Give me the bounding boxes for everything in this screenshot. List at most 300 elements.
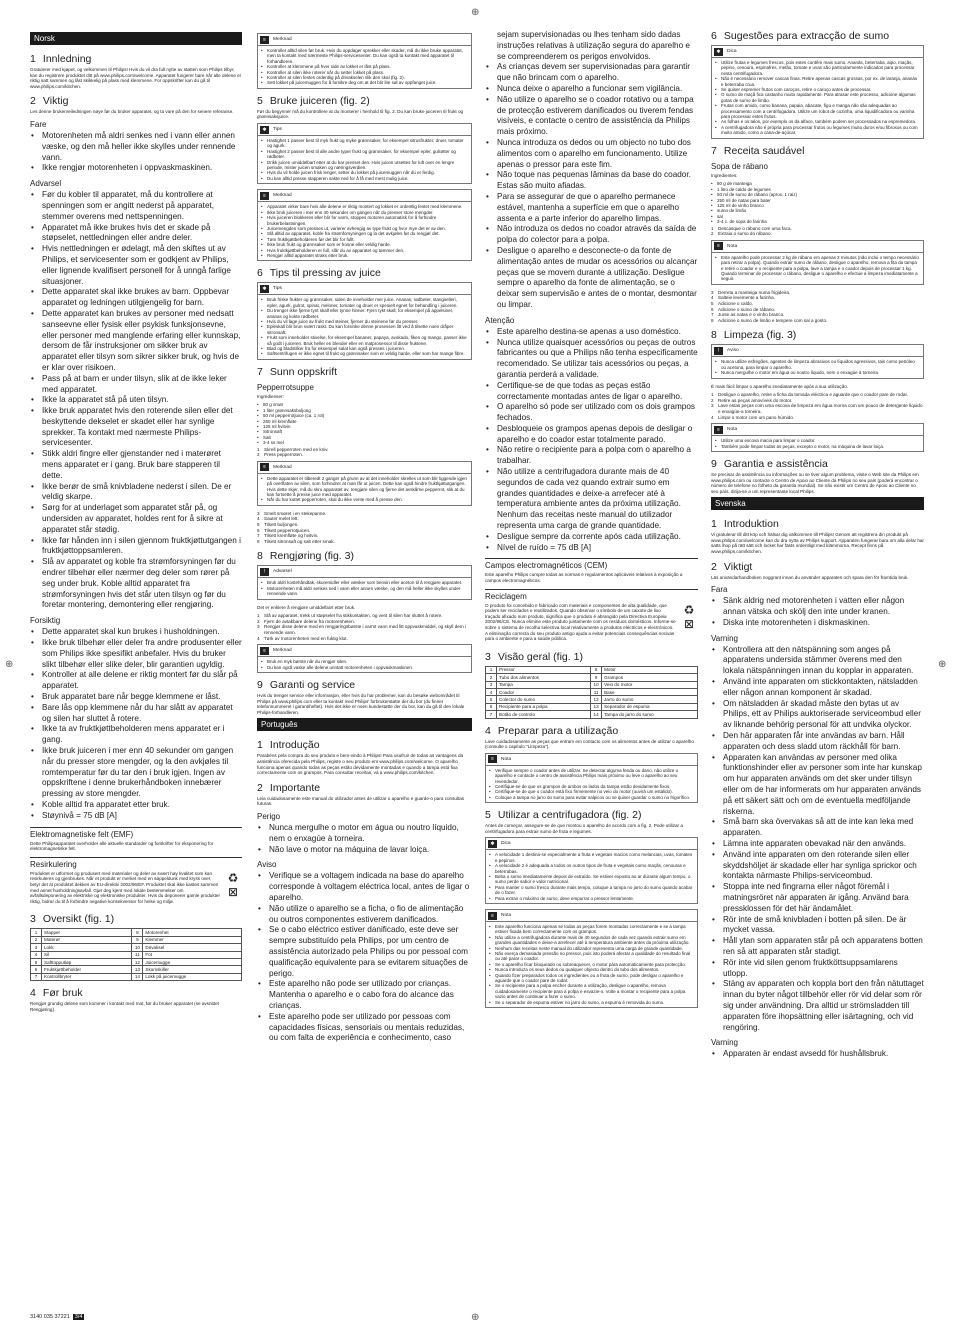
list-item: • Ikke rengjør motorenheten i oppvaskmaskinen. — [30, 163, 242, 174]
step-text: Retire as peças amovíveis do motor. — [718, 397, 793, 403]
list-item: • Nunca utilize quaisquer acessórios ou peças de outros fabricantes ou que a Philips não tenha especificamente recomendado. Se utilizar tais acessórios ou peças, a garantia perderá a validade. — [485, 338, 698, 381]
note-title: Nota — [727, 243, 738, 249]
part-number: 6 — [31, 966, 42, 973]
step-text: Slå av apparatet, trekk ut støpselet fra stikkontakten, og vent til silen har sluttet å rotere. — [264, 613, 443, 619]
note-icon: ≡ — [260, 647, 269, 655]
step-text: Rengjør disse delene med en rengjøringsbørste i varmt vann med litt oppvaskmiddel, og skyll dem i rennende vann. — [264, 624, 466, 636]
list-item: • 250 ml kremfløte — [257, 419, 472, 424]
section-heading: 4 Før bruk — [30, 987, 83, 1000]
list-item: • 125 ml de vinho branco — [711, 203, 924, 208]
part-number: 8 — [132, 929, 143, 936]
note-header — [258, 645, 471, 657]
language-bar-svenska: Svenska — [711, 497, 924, 510]
note-item: • Dette apparatet er tilberedt 2 ganger på grunn av at det inneholder skrelles ut som blir liggende igjen på overflaten av silen, som forhindrer at man får ut juicen. Dette kan også hindre fruktkjøttutgangen. Hvis dette skjer, må du skru apparatet av, rengjøre silen og fjerne det avskårne pepperrot, slik at du kan fortsette å presse juice med apparatet. — [261, 476, 468, 498]
table-row — [31, 936, 242, 943]
list-item: • sumo de limão — [711, 208, 924, 213]
part-number: 3 — [486, 681, 497, 688]
note-icon: ≡ — [714, 426, 723, 434]
section-body: Läs användarhandboken noggrant innan du använder apparaten och spara den för framtida bruk. — [711, 574, 909, 580]
list-item: • Stäng av apparaten och koppla bort den från nätuttaget innan du byter något tillbehör eller rör vid delar som rör sig under användning. Dra alltid ur strömsladden till apparaten före ihopsättning eller isärtagning, och vid rengöring. — [711, 979, 924, 1033]
subheading: Advarsel — [30, 179, 62, 189]
list-item: • Bruk apparatet bare når begge klemmene er låst. — [30, 692, 242, 703]
note-title: Nota — [727, 427, 738, 433]
part-name: Colector do sumo — [497, 696, 591, 703]
list-item: • O aparelho só pode ser utilizado com os dois grampos fechados. — [485, 402, 698, 424]
section-body: Antes de começar, assegure-se de que montou o aparelho de acordo com a fig. 2. Pode utilizar a centrifugadora para extrair sumo de fruta e legumes. — [485, 823, 683, 834]
note-title: Merknad — [273, 193, 292, 199]
step-number: 4 — [257, 516, 260, 522]
note-item: • Motorenheten må aldri senkes ned i vann eller annen væske, og den må heller ikke skylles under rennende vann. — [261, 586, 468, 597]
column-norsk — [30, 30, 242, 1015]
part-name: Safttopputløp — [42, 958, 132, 965]
table-row — [486, 666, 698, 673]
step-text: Tørk av motorenheten med en fuktig klut. — [264, 635, 348, 641]
section-heading: 2 Importante — [257, 781, 321, 794]
part-number: 6 — [486, 703, 497, 710]
step-text: Tilsett sitronsaft og salt etter smak. — [264, 538, 335, 544]
tips-box — [711, 45, 924, 139]
part-number: 7 — [31, 973, 42, 980]
registration-mark-right: ⊕ — [938, 659, 947, 670]
section-body: Det er enklere å rengjøre umiddelbart etter bruk. — [257, 604, 356, 610]
table-row — [486, 711, 698, 718]
part-number: 11 — [591, 688, 602, 695]
section-body: Parabéns pela compra do seu produto e bem-vindo à Philips! Para usufruir de todas as vantagens da assistência oferecida pela Philips, registe o seu produto em www.philips.com/welcome. O aparelho funciona apenas quando todas as peças estão devidamente montadas e quando a tampa está fixa correctamente com os grampos. Para consultar receitas, vá a www.philips.com/kitchen. — [257, 753, 464, 776]
note-item: • Não utilize a centrifugadora durante mais de 40 segundos de cada vez quando extrair sumo em grandes quantidades e deixe-a arrefecer até à temperatura ambiente antes da próxima utilização. — [489, 935, 694, 946]
part-number: 4 — [486, 688, 497, 695]
warning-icon: ! — [260, 568, 269, 576]
note-item: • A velocidade 1 destina-se especialmente a fruta e vegetais macios como melancias, uvas, tomates e pepinos. — [489, 852, 694, 863]
note-item: • Saftsentrifugen er ikke egnet til frukt og grønnsaker som er veldig harde, eller som har mange fibre. — [261, 351, 468, 356]
list-item: • Nunca mergulhe o motor em água ou noutro líquido, nem o enxagúe à torneira. — [257, 823, 472, 845]
step-item — [711, 231, 924, 237]
step-number: 4 — [257, 635, 260, 641]
table-row — [486, 696, 698, 703]
list-item: • Støynivå = 75 dB [A] — [30, 811, 242, 822]
note-item: • Hvis du vil holde juicen frisk lenger, setter du lokket på juicemuggen når du er ferdig. — [261, 170, 468, 175]
note-item: • Hvis du vil lage juice av frukt med steiner, fjerner du steinene før du presser. — [261, 319, 468, 324]
note-item: • Verifique sempre o coador antes de utilizar. Se detectar alguma fenda ou dano, não utilize o aparelho e contacte o centro de assistência Philips mais próximo ou leve o aparelho ao seu revendedor. — [489, 768, 694, 784]
step-number: 6 — [711, 306, 714, 312]
note-box — [485, 753, 698, 803]
list-item: • Hvis nettledningen er ødelagt, må den skiftes ut av Philips, et servicesenter som er godkjent av Philips, eller lignende kvalifisert personell for å unngå farlige situasjoner. — [30, 244, 242, 287]
list-item: • As crianças devem ser supervisionadas para garantir que não brincam com o aparelho. — [485, 62, 698, 84]
section-heading: 5 Bruke juiceren (fig. 2) — [257, 94, 370, 107]
section-heading: 7 Receita saudável — [711, 144, 805, 157]
part-name: Skumskiller — [143, 966, 242, 973]
note-item: • Hvis fruktkjøttbeholderen er full, slår du av apparatet og tømmer den. — [261, 248, 468, 253]
list-item: • Diska inte motorenheten i diskmaskinen. — [711, 618, 924, 629]
list-item: • Dette apparatet skal ikke brukes av barn. Oppbevar apparatet og ledningen utilgjengelig for barn. — [30, 287, 242, 309]
step-number: 7 — [257, 533, 260, 539]
note-box — [257, 33, 472, 89]
part-number: 14 — [132, 973, 143, 980]
section-body: É mais fácil limpar o aparelho imediatamente após a sua utilização. — [711, 383, 849, 389]
step-number: 1 — [257, 446, 260, 452]
part-number: 13 — [132, 966, 143, 973]
note-list — [489, 924, 694, 1005]
footer — [30, 1314, 84, 1320]
document-code: 3140 035 37221 — [30, 1314, 70, 1320]
list-item: • Pass på at barn er under tilsyn, slik at de ikke leker med apparatet. — [30, 374, 242, 396]
recycle-icon: ♻ ⊠ — [227, 870, 239, 899]
ingredients-label: Ingredientes: — [711, 172, 738, 178]
note-item: • Kontroller at silen ikke roterer når du setter lokket på plass. — [261, 70, 468, 75]
note-item: • Nunca introduza os seus dedos ou qualquer objecto dentro do tubo dos alimentos. — [489, 967, 694, 972]
list-item: • Slå av apparatet og koble fra strømforsyningen før du endrer tilbehør eller nærmer deg deler som rører på seg under bruk. Koble alltid apparatet fra strømforsyningen hvis det står uten tilsyn og før du foretar montering, demontering eller rengjøring. — [30, 557, 242, 611]
note-header — [258, 462, 471, 474]
list-item: • 3-4 c. de sopa de farinha — [711, 219, 924, 224]
part-name: Botão de controlo — [497, 711, 591, 718]
registration-mark-left: ⊕ — [5, 659, 14, 670]
note-item: • Du kan alltid presse stapperen sakte ned for å få med mest mulig juice. — [261, 176, 468, 181]
list-item: • Não lave o motor na máquina de lavar loiça. — [257, 845, 472, 856]
column-norsk-portugues — [257, 30, 472, 1044]
section-heading: 2 Viktig — [30, 95, 69, 108]
part-name: Juicemugge — [143, 958, 242, 965]
section-heading: 1 Introduktion — [711, 518, 779, 531]
page-number: 3/4 — [74, 1314, 83, 1320]
part-name: Lokk — [42, 944, 132, 951]
step-item — [711, 415, 924, 421]
subheading: Varning — [711, 1038, 738, 1048]
tip-icon: ✱ — [714, 48, 723, 56]
list-item: • Não introduza os dedos no coador através da saída de polpa do colector para a polpa. — [485, 224, 698, 246]
subheading: Perigo — [257, 811, 281, 821]
note-item: • Bruk friske frukter og grønnsaker, siden de inneholder mer juice. Ananas, rødbeter, stangselleri, epler, agurk, gulrot, spinat, meloner, tomater og druer er spesielt egnet for behandling i juiceren. — [261, 297, 468, 308]
table-row — [31, 944, 242, 951]
bullet-list — [30, 131, 242, 174]
list-item: • Este aparelho não pode ser utilizado por crianças. Mantenha o aparelho e o cabo fora do alcance das crianças. — [257, 979, 472, 1011]
step-text: Derreta a manteiga numa frigideira. — [718, 289, 791, 295]
note-list — [261, 659, 468, 670]
section-body: O produto foi concebido e fabricado com materiais e componentes de alta qualidade, que podem ser reciclados e reutilizados. Quando observar o símbolo de um caixote de lixo traçado afixado num produto, significa que o produto é abrangido pela Directiva Europeia 2002/96/CE. Nunca elimine este produto juntamente com os resíduos domésticos. Informe-se sobre o sistema de recolha selectiva local relativamente a produtos eléctricos e electrónicos. A eliminação correcta do seu produto antigo ajuda a evitar potenciais consequências nocivas para o ambiente e para a saúde pública. — [485, 602, 676, 642]
section-body: Før du begynner må du kontrollere at du monterer i henhold til fig. 2. Du kan bruke juiceren til frukt og grønnsaksjuice. — [257, 108, 464, 120]
subheading: Campos electromagnéticos (CEM) — [485, 558, 698, 570]
note-item: • Epleskall blir brun svært raskt. Du kan forsinke denne prosessen litt ved å tilsette noen dråper sitronsaft. — [261, 324, 468, 335]
note-list — [715, 438, 920, 449]
table-row — [31, 929, 242, 936]
parts-table — [485, 666, 698, 719]
note-item: • Bruk en myk børste når du rengjør silen. — [261, 659, 468, 664]
part-number: 9 — [591, 674, 602, 681]
note-item: • Ikke bruk frukt og grønnsaker som er frosne eller veldig harde. — [261, 242, 468, 247]
part-number: 12 — [591, 696, 602, 703]
part-number: 10 — [591, 681, 602, 688]
part-number: 8 — [591, 666, 602, 673]
step-text: Junte as natas e o vinho branco. — [718, 312, 785, 318]
note-list — [261, 138, 468, 181]
bullet-list — [30, 190, 242, 611]
list-item: • 80 g de manteiga — [711, 181, 924, 186]
step-text: Lave estas peças com uma escova de limpeza em água morna com um pouco de detergente líquido e enxagúe-a torneira. — [718, 403, 923, 414]
list-item: • Apparaten är endast avsedd för hushållsbruk. — [711, 1049, 924, 1060]
list-item: • Nunca introduza os dedos ou um objecto no tubo dos alimentos com o aparelho em funcionamento. Utilize apenas o pressor para este fim. — [485, 138, 698, 170]
part-number: 7 — [486, 711, 497, 718]
note-item: • As folhas e os talos, por exemplo os da alface, também podem ser processados na espremedora. — [715, 119, 920, 124]
note-item: • Ikke bruk juiceren i mer enn 40 sekunder om gangen når du presser store mengder. — [261, 210, 468, 215]
section-heading: 9 Garantia e assistência — [711, 457, 828, 470]
note-item: • Hvis juiceren blokkeres eller blir for varm, stoppes motoren automatisk for å forhindre brukerbelastningen. — [261, 215, 468, 226]
note-item: • Når du har kuttet pepperroten, skal du ikke vente med å presse den. — [261, 497, 468, 502]
part-number: 13 — [591, 703, 602, 710]
section-heading: 6 Sugestões para extracção de sumo — [711, 30, 890, 42]
note-title: Dica — [727, 49, 737, 54]
part-name: Fot — [143, 951, 242, 958]
step-list — [257, 447, 472, 458]
section-body: Lave cuidadosamente as peças que entram em contacto com os alimentos antes de utilizar o aparelho (consulte o capítulo "Limpeza"). — [485, 738, 694, 750]
note-item: • Blad og bladstilker fra for eksempel salat kan også presses i juiceren. — [261, 346, 468, 351]
list-item: • Sørg for at underlaget som apparatet står på, og undersiden av apparatet, holdes rent for å sikre at apparatet står stødig. — [30, 503, 242, 535]
step-item — [711, 318, 924, 324]
step-text: Extraia o sumo do rábano. — [718, 231, 772, 237]
list-item: • Desbloqueie os grampos apenas depois de desligar o aparelho e do coador estar totalmente parado. — [485, 424, 698, 446]
section-body: Se precisar de assistência ou informações ou se tiver algum problema, visite o Web site da Philips em www.philips.com ou contacte o Centro de Apoio ao Cliente da Philips no seu país (poderá encontrar o número de telefone no folheto da garantia mundial). Se não existir um Centro de Apoio ao Cliente no seu país, dirija-se a um representante local Philips. — [711, 471, 919, 494]
part-name: Sil — [42, 951, 132, 958]
recycling-block — [485, 603, 698, 645]
part-name: Motorenhet — [143, 929, 242, 936]
note-icon: ≡ — [488, 912, 497, 920]
part-number: 12 — [132, 958, 143, 965]
subheading: Aviso — [257, 860, 277, 870]
note-item: • Beba o sumo imediatamente depois de extraído. Se estiver exposto ao ar durante algum tempo, o sumo perde sabor e valor nutricional. — [489, 874, 694, 885]
list-item: • Sänk aldrig ned motorenheten i vatten eller någon annan vätska och skölj den inte under kranen. — [711, 596, 924, 618]
list-item: • 50 ml de sumo de rábano (aprox. 1 raiz) — [711, 192, 924, 197]
note-header — [486, 910, 697, 922]
language-bar-portugues: Português — [257, 718, 472, 731]
note-item: • Não é necessário remover cascas finas. Retire apenas cascas grossas, por ex. de laranja, ananás e beterraba crua. — [715, 76, 920, 87]
part-name: Recipiente para a polpa — [497, 703, 591, 710]
note-item: • Se o aparelho ficar bloqueado ou sobreaquecer, o motor pára automaticamente para protecção. — [489, 962, 694, 967]
part-number: 10 — [132, 944, 143, 951]
step-list — [257, 511, 472, 545]
part-name: Tampa do jarro do sumo — [602, 711, 698, 718]
step-text: Sauter melet lett. — [264, 516, 299, 522]
subheading: Forsiktig — [30, 616, 61, 626]
note-box — [257, 461, 472, 506]
tips-box — [257, 282, 472, 359]
section-body: Este aparelho Philips cumpre todas as normas e regulamentos aplicáveis relativos à exposição a campos electromagnéticos. — [485, 572, 683, 584]
section-heading: 6 Tips til pressing av juice — [257, 267, 381, 280]
step-number: 1 — [257, 613, 260, 619]
note-list — [261, 580, 468, 596]
list-item: • Este aparelho destina-se apenas a uso doméstico. — [485, 327, 698, 338]
note-item: • Kontroller alltid silen før bruk. Hvis du oppdager sprekker eller skader, må du ikke bruke apparatet, men ta kontakt med nærmeste Philips-servicesenter. Du kan også ta kontakt med apparatet til forhandleren. — [261, 48, 468, 64]
step-number: 3 — [257, 510, 260, 516]
part-number: 4 — [31, 951, 42, 958]
step-text: Tilsett buljongen. — [264, 522, 299, 528]
step-list — [711, 290, 924, 324]
list-item: • Não retire o recipiente para a polpa com o aparelho a trabalhar. — [485, 445, 698, 467]
column-portugues — [485, 30, 698, 1013]
ingredient-list — [257, 402, 472, 445]
part-number: 1 — [31, 929, 42, 936]
list-item: • Om nätsladden är skadad måste den bytas ut av Philips, ett av Philips auktoriserade serviceombud eller av liknande behörig personal för att undvika olyckor. — [711, 699, 924, 731]
list-item: • Apparaten kan användas av personer med olika funktionshinder eller av personer som inte har kunskap om hur apparaten används om det sker under tillsyn eller om de har informerats om hur apparaten används på ett säkert sätt och om de eventuella medföljande riskerna. — [711, 753, 924, 818]
note-item: • Du kan også vaske alle delene unntatt motorenheten i oppvaskmaskinen. — [261, 665, 468, 670]
note-item: • Se o recipiente para a polpa encher durante a utilização, desligue o aparelho, remova cuidadosamente o recipiente para a polpa e esvazie-o. Volte a montar o recipiente para a polpa vazio antes de continuar a fazer o sumo. — [489, 983, 694, 999]
note-title: Aviso — [727, 348, 739, 354]
part-name: Veio do motor — [602, 681, 698, 688]
part-number: 3 — [31, 944, 42, 951]
subheading: Atenção — [485, 315, 515, 325]
part-number: 5 — [31, 958, 42, 965]
tip-icon: ✱ — [260, 126, 269, 134]
list-item: • Bare lås opp klemmene når du har slått av apparatet og silen har sluttet å rotere. — [30, 703, 242, 725]
note-item: • Utilize frutas e legumes frescos, pois estes contêm mais sumo. Ananás, beterraba, aipo, maçãs, pepino, cenoura, espinafres, melão, tomate e uvas são particularmente indicados para processar nesta centrifugadora. — [715, 60, 920, 76]
section-heading: 1 Introdução — [257, 739, 320, 752]
list-item: • Använd inte apparaten om den roterande silen eller skyddshöljet är skadade eller har synliga sprickor och kontakta närmaste Philips-serviceombud. — [711, 850, 924, 882]
note-box — [485, 909, 698, 1008]
list-item: • 1 liter grønnsaksbuljong — [257, 408, 472, 413]
note-icon: ≡ — [714, 242, 723, 250]
note-item: • Certifique-se de que os grampos de ambos os lados da tampa estão devidamente fixos. — [489, 784, 694, 789]
note-list — [261, 204, 468, 258]
note-item: • Kontroller at klemmene på hver side av lokket er låst på plass. — [261, 64, 468, 69]
note-item: • Bruk aldri kostehåndtak, skuremidler eller væsker som bensin eller aceton til å rengjøre apparatet. — [261, 580, 468, 585]
section-body: Rengjør grundig delene som kommer i kontakt med mat, før du bruker apparatet (se avsnittet Rengjøring). — [30, 1001, 219, 1012]
subheading: Reciclagem — [485, 589, 698, 601]
note-box — [711, 423, 924, 452]
note-item: • Du trenger ikke fjerne tynt skall eller tynne hinner. Fjern tykt skall, for eksempel på appelsiner, ananas og kokte rødbeter. — [261, 308, 468, 319]
table-row — [31, 973, 242, 980]
note-item: • Coloque a tampa no jarro do sumo para evitar salpicos ou se quiser guardar o sumo no frigorífico. — [489, 795, 694, 800]
note-item: • Este aparelho pode processar 2 kg de rábano em apenas 2 minutos (não inclui o tempo necessário para retirar a polpa). Quando extrair sumo de rábano, desligue o aparelho, remova a fita da tampa e retire o coador e o recipiente para a polpa, lave a tampa e o coador depois de processar 1 kg. Quando terminar de processar o rábano, desligue o aparelho e efectue a limpeza imediatamente a seguir. — [715, 255, 920, 282]
note-list — [261, 476, 468, 503]
part-name: Grampos — [602, 674, 698, 681]
part-number: 9 — [132, 936, 143, 943]
list-item: • Ikke bruk apparatet hvis den roterende silen eller det beskyttende dekselet er skadet eller har synlige sprekker. Ta kontakt med nærmeste Philips-servicesenter. — [30, 406, 242, 449]
bullet-list — [485, 327, 698, 554]
note-header — [258, 34, 471, 46]
section-body: Les denne brukerveiledningen nøye før du bruker apparatet, og ta vare på den for senere referanse. — [30, 109, 234, 115]
part-number: 5 — [486, 696, 497, 703]
list-item: • Desligue sempre da corrente após cada utilização. — [485, 532, 698, 543]
note-item: • Se o separador de espuma estiver no jarro do sumo, a espuma é removida do sumo. — [489, 1000, 694, 1005]
list-item: • Se o cabo eléctrico estiver danificado, este deve ser sempre substituído pela Philips, por um centro de assistência autorizado pela Philips ou por pessoal com qualificação equivalente para se evitarem situações de perigo. — [257, 925, 472, 979]
warning-box — [257, 565, 472, 599]
step-number: 3 — [711, 403, 714, 409]
step-number: 6 — [257, 527, 260, 533]
section-body: Dette Philipsapparatet overholder alle aktuelle standarder og forskrifter for eksponering for elektromagnetiske felt. — [30, 840, 214, 852]
note-icon: ≡ — [260, 463, 269, 471]
tips-box — [257, 123, 472, 184]
section-heading: 3 Oversikt (fig. 1) — [30, 913, 115, 926]
step-number: 1 — [711, 392, 714, 398]
list-item: • Ikke ta av fruktkjøttbeholderen mens apparatet er i gang. — [30, 724, 242, 746]
part-name: Separador de espuma — [602, 703, 698, 710]
table-row — [486, 681, 698, 688]
note-item: • Tøm fruktkjøttbeholderen før det blir for fullt. — [261, 237, 468, 242]
section-heading: 7 Sunn oppskrift — [257, 365, 338, 378]
note-item: • Também pode limpar todas as peças, excepto o motor, na máquina de lavar loiça. — [715, 444, 920, 449]
step-number: 4 — [711, 414, 714, 420]
note-box — [257, 644, 472, 673]
step-list — [711, 226, 924, 237]
step-text: Smelt smøret i en stekepanne. — [264, 510, 327, 516]
recycling-block — [30, 871, 242, 908]
part-number: 11 — [132, 951, 143, 958]
section-heading: 2 Viktigt — [711, 560, 753, 573]
list-item: • Não toque nas pequenas lâminas da base do coador. Estas são muito afiadas. — [485, 170, 698, 192]
registration-mark-bottom: ⊕ — [471, 1312, 480, 1323]
note-list — [715, 255, 920, 282]
note-header — [258, 190, 471, 202]
step-number: 2 — [711, 231, 714, 237]
list-item: • Før du kobler til apparatet, må du kontrollere at spenningen som er angitt nederst på apparatet, stemmer overens med nettspenningen. — [30, 190, 242, 222]
part-name: Stapper — [42, 929, 132, 936]
part-name: Kontrollbryter — [42, 973, 132, 980]
part-name: Coador — [497, 688, 591, 695]
note-item: • Nunca utilize esfregões, agentes de limpeza abrasivos ou líquidos agressivos, tais como petróleo ou acetona, para limpar o aparelho. — [715, 359, 920, 370]
step-number: 8 — [257, 538, 260, 544]
part-name: Fruktkjøttbeholder — [42, 966, 132, 973]
note-item: • Juicemengden som presses ut, varierer avhengig av type frukt og hvor mye det er av den. — [261, 226, 468, 231]
note-item: • Nenhum das receitas neste manual do utilizador representa uma carga de grande quantidade. — [489, 946, 694, 951]
step-number: 2 — [257, 452, 260, 458]
step-number: 2 — [711, 397, 714, 403]
list-item: • Rör inte de små knivbladen i botten på silen. De är mycket vassa. — [711, 915, 924, 937]
bullet-list — [257, 823, 472, 855]
ingredient-list — [711, 181, 924, 224]
note-title: Tips — [273, 286, 282, 292]
step-item — [257, 624, 472, 635]
list-item: • Rör inte vid silen genom fruktköttsuppsamlarens utlopp. — [711, 958, 924, 980]
note-title: Nota — [501, 913, 512, 918]
recycle-icon: ♻ ⊠ — [683, 602, 695, 631]
list-item: • 80 g smør — [257, 402, 472, 407]
section-heading: 5 Utilizar a centrifugadora (fig. 2) — [485, 809, 642, 822]
list-item: • 1 litro de caldo de legumes — [711, 187, 924, 192]
list-item: • sal — [711, 214, 924, 219]
step-number: 3 — [257, 624, 260, 630]
section-body: Hvis du trenger service eller informasjon, eller hvis du har problemer, kan du besøke webområdet til Philips på www.philips.com eller ta kontakt med Philips' forbrukerstøtte der du bor (du finner telefonnummeret i garantiheftet). Hvis det ikke er noen kundestøtte der du bor, kan du gå til den lokale Philips-forhandleren. — [257, 693, 465, 715]
step-text: Skrell pepperroten med en kniv. — [264, 446, 329, 452]
section-body: Vi gratulerar till ditt köp och hälsar dig välkommen till Philips! Genom att registrera din produkt på www.philips.com/welcome kan du dra nytta av Philips support. Apparaten fungerar bara om alla delar har satts ihop på rätt sätt och locket har fästs ordentligt med klämmorna. Recept finns på www.philips.com/kitchen. — [711, 532, 924, 555]
list-item: • Para se assegurar de que o aparelho permanece estável, mantenha a superfície em que o aparelho assenta e a parte inferior do aparelho limpas. — [485, 192, 698, 224]
step-text: Adicione o caldo. — [718, 300, 753, 306]
part-name: Materør — [42, 936, 132, 943]
step-list — [257, 613, 472, 641]
note-header — [258, 283, 471, 295]
note-title: Tips — [273, 127, 282, 133]
note-item: • Apparatet virker bare hvis alle delene er riktig montert og lokket er ordentlig festet med klemmene. — [261, 204, 468, 209]
step-number: 4 — [711, 295, 714, 301]
note-title: Merknad — [273, 37, 292, 42]
part-name: Drivaksel — [143, 944, 242, 951]
recipe-title: Sopa de rábano — [711, 161, 768, 171]
note-list — [261, 297, 468, 356]
part-name: Base — [602, 688, 698, 695]
note-item: • Este aparelho funciona apenas se todas as peças forem montadas correctamente e se a tampa estiver fixada bem correctamente com os grampos. — [489, 924, 694, 935]
note-header — [712, 241, 923, 253]
note-item: • Hastighet 1 passer best til myk frukt og myke grønnsaker, for eksempel sitrusfrukter, druer, tomater og agurk. — [261, 138, 468, 149]
list-item: • Ikke la apparatet stå på uten tilsyn. — [30, 395, 242, 406]
note-item: • Não exerça demasiada pressão no pressor, pois isto poderá afectar a qualidade do resultado final ou até parar o coador. — [489, 951, 694, 962]
part-number: 14 — [591, 711, 602, 718]
bullet-list — [30, 627, 242, 821]
note-header — [712, 345, 923, 357]
section-heading: 8 Limpeza (fig. 3) — [711, 329, 797, 342]
recipe-title: Pepperrotsuppe — [257, 382, 314, 392]
list-item: • Den här apparaten får inte användas av barn. Håll apparaten och dess sladd utom räckhåll för barn. — [711, 731, 924, 753]
warning-box — [711, 344, 924, 378]
note-item: • Nunca mergulhe o motor em água ou noutro líquido, nem o enxagúe à torneira. — [715, 370, 920, 375]
list-item: • Não utilize o aparelho se a ficha, o fio de alimentação ou outros componentes estiverem danificados. — [257, 904, 472, 926]
note-header — [258, 566, 471, 578]
section-body: Produktet er utformet og produsert med materialer og deler av svært høy kvalitet som kan resirkuleres og gjenbrukes. Når et produkt er merket med en søppeldunk med kryss over, betyr det at produktet dekkes av EU-direktiv 2002/96/EF. Produktet skal ikke kastes sammen med annet husholdningsavfall. Gjør deg kjent med lokale bestemmelser om avfallsdeponering av elektriske og elektroniske produkter. Hvis du deponerer gamle produkter riktig, bidrar du til å forhindre negative konsekvenser for helse og miljø. — [30, 870, 220, 904]
list-item: • Stoppa inte ned fingrarna eller något föremål i matningsröret när apparaten är igång. Använd bara pressklossen för det här ändamålet. — [711, 882, 924, 914]
